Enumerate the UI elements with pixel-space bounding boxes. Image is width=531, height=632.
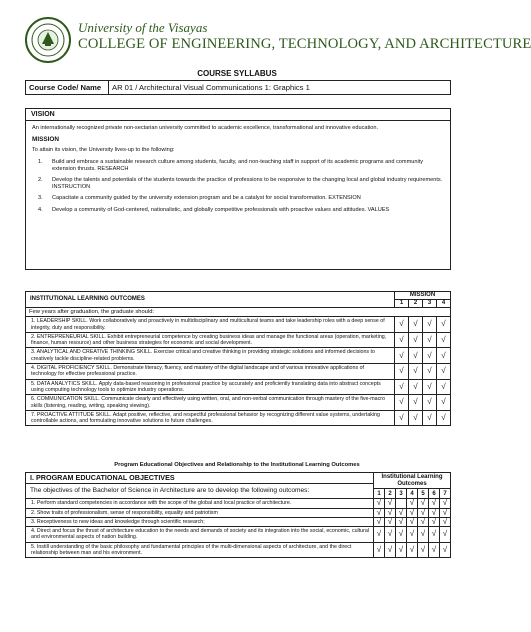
- check-mark: √: [429, 542, 440, 558]
- ilo-column-number: 4: [407, 489, 418, 499]
- check-mark: √: [429, 517, 440, 526]
- check-mark: √: [418, 508, 429, 517]
- document-title: COURSE SYLLABUS: [197, 69, 277, 78]
- check-mark: √: [409, 379, 423, 395]
- check-mark: √: [409, 317, 423, 333]
- check-mark: √: [396, 527, 407, 543]
- peo-row: [26, 527, 451, 543]
- ilo-row-text: 5. DATA ANALYTICS SKILL. Apply data-based reasoning in professional practice by accurately and proficiently translating data into abstract concepts using computing technology tools to optimize industry operations.: [26, 379, 395, 395]
- mission-column-number: 4: [437, 300, 451, 308]
- vision-mission-box: [25, 108, 451, 270]
- peo-row: [26, 499, 451, 508]
- mission-item: [32, 177, 444, 191]
- check-mark: √: [396, 517, 407, 526]
- mission-intro: To attain its vision, the University lives-up to the following:: [32, 147, 175, 154]
- peo-row: [26, 542, 451, 558]
- mission-item-number: 1.: [38, 158, 43, 165]
- ilo-row: [26, 410, 451, 426]
- check-mark: √: [385, 499, 396, 508]
- check-mark: √: [385, 542, 396, 558]
- check-mark: √: [407, 527, 418, 543]
- check-mark: √: [374, 542, 385, 558]
- mission-item-text: Develop the talents and potentials of the students towards the practice of professions to be responsive to the changing local and global industry requirements. INSTRUCTION: [52, 177, 443, 191]
- ilo-column-number: 5: [418, 489, 429, 499]
- check-mark: √: [407, 499, 418, 508]
- check-mark: √: [409, 364, 423, 380]
- check-mark: √: [437, 395, 451, 411]
- check-mark: √: [374, 499, 385, 508]
- mission-item-number: 2.: [38, 177, 43, 184]
- check-mark: √: [423, 395, 437, 411]
- mission-item-text: Develop a community of God-centered, nationalistic, and globally competitive professionals with proactive values and attitudes. VALUES: [52, 206, 390, 213]
- check-mark: √: [409, 410, 423, 426]
- ilo-column-header: Institutional Learning Outcomes: [374, 473, 451, 489]
- peo-intro: The objectives of the Bachelor of Science in Architecture are to develop the following outcomes:: [26, 484, 374, 499]
- peo-table: [25, 472, 451, 558]
- check-mark: √: [395, 410, 409, 426]
- check-mark: √: [418, 499, 429, 508]
- check-mark: √: [409, 348, 423, 364]
- ilo-row: [26, 332, 451, 348]
- section-title: Program Educational Objectives and Relationship to the Institutional Learning Outcomes: [114, 462, 360, 468]
- check-mark: √: [374, 527, 385, 543]
- ilo-row-text: 3. ANALYTICAL AND CREATIVE THINKING SKILL. Exercise critical and creative thinking in providing strategic solutions and informed decisions to creatively tackle discipline-related problems.: [26, 348, 395, 364]
- ilo-row-text: 7. PROACTIVE ATTITUDE SKILL. Adapt positive, reflective, and respectful professional behavior by recognizing different value systems, undertaking controllable actions, and formulating innovative solutions to future challenges.: [26, 410, 395, 426]
- check-mark: √: [437, 317, 451, 333]
- check-mark: √: [407, 517, 418, 526]
- check-mark: √: [374, 508, 385, 517]
- check-mark: √: [437, 332, 451, 348]
- check-mark: √: [396, 508, 407, 517]
- check-mark: √: [437, 364, 451, 380]
- check-mark: √: [407, 542, 418, 558]
- check-mark: √: [418, 527, 429, 543]
- ilo-table: [25, 291, 451, 426]
- page-header: [24, 16, 531, 64]
- ilo-row: [26, 317, 451, 333]
- check-mark: √: [396, 542, 407, 558]
- mission-item-number: 4.: [38, 206, 43, 213]
- check-mark: [396, 499, 407, 508]
- peo-row: [26, 517, 451, 526]
- mission-list: [32, 159, 444, 214]
- vision-text: An internationally recognized private non-sectarian university committed to academic excellence, transformational and innovative education.: [32, 125, 379, 131]
- mission-item-text: Build and embrace a sustainable research culture among students, faculty, and non-teaching staff in support of its academic programs and community extension thrusts. RESEARCH: [52, 158, 424, 172]
- course-table: [25, 80, 451, 95]
- mission-item: [32, 207, 444, 214]
- check-mark: √: [440, 542, 451, 558]
- check-mark: √: [374, 517, 385, 526]
- ilo-row: [26, 364, 451, 380]
- peo-heading: I. PROGRAM EDUCATIONAL OBJECTIVES: [26, 473, 374, 484]
- peo-row-text: 4. Direct and focus the thrust of architecture education to the needs and demands of society and its integration into the social, economic, cultural and environmental aspects of nation building.: [26, 527, 374, 543]
- check-mark: √: [395, 317, 409, 333]
- check-mark: √: [440, 508, 451, 517]
- ilo-row: [26, 395, 451, 411]
- check-mark: √: [423, 410, 437, 426]
- course-code-label: Course Code/ Name: [26, 81, 109, 95]
- check-mark: √: [395, 348, 409, 364]
- ilo-column-number: 7: [440, 489, 451, 499]
- peo-row-text: 2. Show traits of professionalism, sense of responsibility, equality and patriotism: [26, 508, 374, 517]
- peo-row-text: 3. Receptiveness to new ideas and knowledge through scientific research;: [26, 517, 374, 526]
- ilo-title: INSTITUTIONAL LEARNING OUTCOMES: [26, 292, 395, 308]
- course-code-value: AR 01 / Architectural Visual Communications 1: Graphics 1: [109, 81, 451, 95]
- ilo-row-text: 4. DIGITAL PROFICIENCY SKILL. Demonstrate literacy, fluency, and mastery of the digital landscape and of various innovative applications of technology for effective professional practice.: [26, 364, 395, 380]
- check-mark: √: [395, 364, 409, 380]
- ilo-column-number: 3: [396, 489, 407, 499]
- ilo-column-number: 6: [429, 489, 440, 499]
- mission-column-header: MISSION: [395, 292, 451, 300]
- ilo-row: [26, 379, 451, 395]
- check-mark: √: [409, 395, 423, 411]
- check-mark: √: [437, 410, 451, 426]
- mission-column-number: 3: [423, 300, 437, 308]
- check-mark: √: [407, 508, 418, 517]
- ilo-column-number: 2: [385, 489, 396, 499]
- mission-item: [32, 159, 444, 173]
- mission-item: [32, 195, 444, 202]
- mission-column-number: 1: [395, 300, 409, 308]
- check-mark: √: [409, 332, 423, 348]
- mission-item-text: Capacitate a community guided by the university extension program and be a catalyst for social transformation. EXTENSION: [52, 195, 361, 202]
- check-mark: √: [440, 499, 451, 508]
- check-mark: √: [395, 379, 409, 395]
- check-mark: √: [423, 379, 437, 395]
- check-mark: √: [440, 517, 451, 526]
- check-mark: √: [429, 527, 440, 543]
- university-seal-icon: [24, 16, 72, 64]
- peo-row: [26, 508, 451, 517]
- check-mark: √: [423, 332, 437, 348]
- check-mark: √: [423, 317, 437, 333]
- ilo-row-text: 6. COMMUNICATION SKILL. Communicate clearly and effectively using written, oral, and non-verbal communication through mastery of the five-macro skills (listening, reading, writing, speaking viewing).: [26, 395, 395, 411]
- check-mark: √: [437, 379, 451, 395]
- mission-heading: MISSION: [32, 136, 59, 144]
- ilo-intro: Few years after graduation, the graduate should:: [26, 308, 451, 317]
- check-mark: √: [395, 332, 409, 348]
- check-mark: √: [385, 517, 396, 526]
- check-mark: √: [437, 348, 451, 364]
- check-mark: √: [395, 395, 409, 411]
- university-name: University of the Visayas: [78, 20, 208, 35]
- peo-row-text: 1. Perform standard competencies in accordance with the scope of the global and local practice of architecture.: [26, 499, 374, 508]
- ilo-row-text: 1. LEADERSHIP SKILL. Work collaboratively and proactively in multidisciplinary and multicultural teams and take leadership roles with a deep sense of integrity, duty and responsibility.: [26, 317, 395, 333]
- check-mark: √: [423, 348, 437, 364]
- mission-column-number: 2: [409, 300, 423, 308]
- peo-row-text: 5. Instill understanding of the basic philosophy and fundamental principles of the multi-dimensional aspects of architecture, and the direct relationship between man and his environment.: [26, 542, 374, 558]
- check-mark: √: [418, 542, 429, 558]
- ilo-row-text: 2. ENTREPRENEURIAL SKILL. Exhibit entrepreneurial competence by creating business ideas and manage the functional areas (operation, marketing, finance, human resource) and other business strategies for economic and social development.: [26, 332, 395, 348]
- ilo-row: [26, 348, 451, 364]
- vision-heading: VISION: [26, 109, 450, 121]
- check-mark: √: [429, 499, 440, 508]
- check-mark: √: [385, 527, 396, 543]
- check-mark: √: [440, 527, 451, 543]
- check-mark: √: [423, 364, 437, 380]
- check-mark: √: [429, 508, 440, 517]
- mission-item-number: 3.: [38, 195, 43, 202]
- ilo-column-number: 1: [374, 489, 385, 499]
- college-name: COLLEGE OF ENGINEERING, TECHNOLOGY, AND ARCHITECTURE: [78, 36, 531, 52]
- check-mark: √: [418, 517, 429, 526]
- check-mark: √: [385, 508, 396, 517]
